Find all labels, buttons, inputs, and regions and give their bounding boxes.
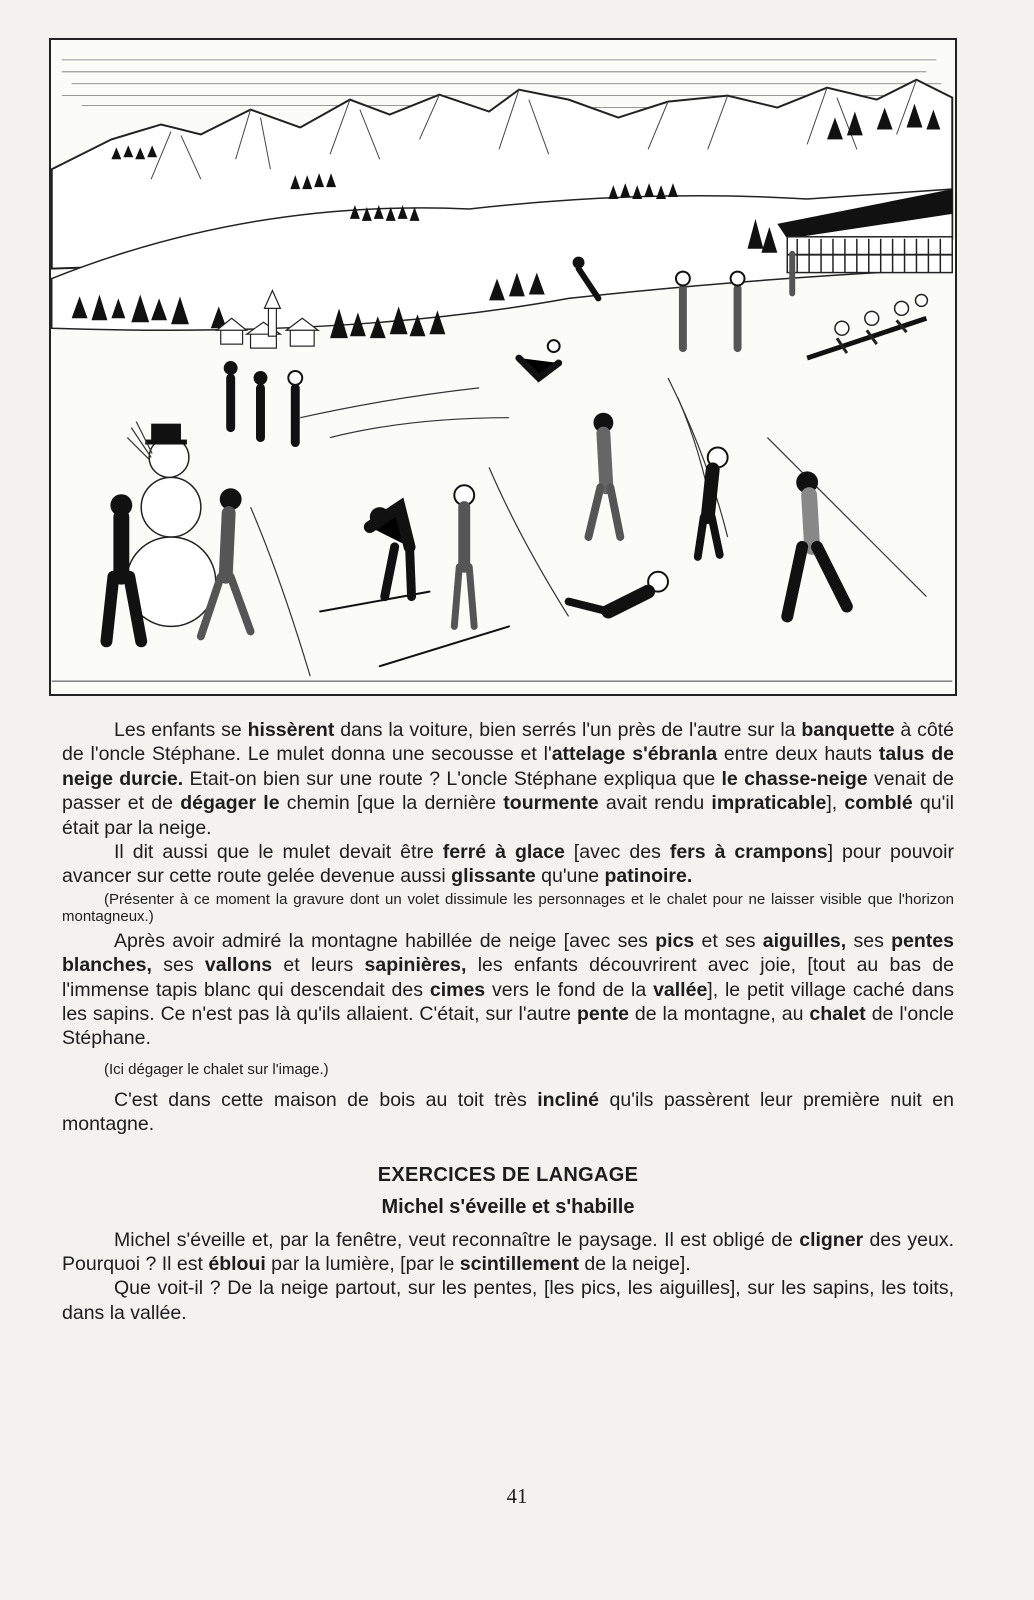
text-run: Les enfants se: [114, 719, 248, 741]
text-run: les enfants découvrirent avec joie, [tout au bas de l'immense tapis blanc qui descendait des: [62, 954, 954, 1001]
text-run: qu'une: [535, 865, 605, 888]
text-run: entre deux hauts: [717, 743, 879, 766]
text-run: vers le fond de la: [485, 978, 654, 1001]
vocab-word: scintillement: [459, 1252, 579, 1275]
story-text: [62, 718, 954, 1325]
text-run: des yeux. Pourquoi ? Il est: [62, 1228, 955, 1275]
text-run: Il dit aussi que le mulet devait être: [114, 841, 443, 864]
text-run: et leurs: [272, 954, 365, 977]
text-run: ses: [846, 929, 892, 952]
story-paragraph-3: [62, 929, 954, 1051]
vocab-word: patinoire.: [604, 865, 693, 888]
vocab-word: banquette: [801, 719, 895, 741]
text-run: Michel s'éveille et, par la fenêtre, veut reconnaître le paysage. Il est obligé de: [114, 1228, 800, 1251]
vocab-word: cligner: [799, 1228, 864, 1251]
teacher-note-1: (Présenter à ce moment la gravure dont un volet dissimule les personnages et le chalet pour ne laisser visible que l'horizon montagneux.): [62, 890, 954, 925]
vocab-word: sapinières,: [364, 954, 467, 977]
text-run: C'est dans cette maison de bois au toit très: [114, 1088, 538, 1111]
sled-with-children: [807, 294, 927, 358]
text-run: ses: [151, 954, 205, 977]
text-run: chemin [que la dernière: [279, 792, 504, 815]
section-subheading: Michel s'éveille et s'habille: [381, 1196, 635, 1219]
text-run: de la neige].: [578, 1252, 691, 1275]
story-paragraph-1: [62, 718, 954, 840]
vocab-word: aiguilles,: [762, 929, 847, 952]
vocab-word: incliné: [537, 1088, 600, 1111]
vocab-word: comblé: [844, 792, 913, 815]
text-run: [avec des: [564, 841, 670, 864]
snow-scene-drawing: [51, 40, 955, 694]
illustration-snow-scene: [49, 38, 957, 696]
text-run: ] pour pouvoir avancer sur cette route gelée devenue aussi: [62, 841, 954, 888]
vocab-word: ferré à glace: [442, 841, 565, 864]
vocab-word: chalet: [809, 1003, 866, 1026]
text-run: à côté de l'oncle Stéphane. Le mulet donna une secousse et l': [62, 719, 954, 766]
exercise-paragraph-2: Que voit-il ? De la neige partout, sur les pentes, [les pics, les aiguilles], sur les sapins, les toits, dans la vallée.: [62, 1277, 954, 1324]
vocab-word: hissèrent: [247, 719, 335, 741]
vocab-word: vallons: [204, 954, 273, 977]
vocab-word: glissante: [451, 865, 536, 888]
vocab-word: pentes blanches,: [62, 929, 954, 977]
vocab-word: impraticable: [711, 792, 827, 815]
section-heading: EXERCICES DE LANGAGE: [377, 1163, 639, 1186]
vocab-word: cimes: [429, 978, 486, 1001]
text-run: ], le petit village caché dans les sapins. Ce n'est pas là qu'ils allaient. C'était, sur l'autre: [62, 978, 955, 1026]
page-number: 41: [506, 1484, 528, 1508]
text-run: Etait-on bien sur une route ? L'oncle Stéphane expliqua que: [183, 767, 722, 790]
vocab-word: attelage s'ébranla: [551, 743, 718, 766]
text-run: de la montagne, au: [628, 1003, 810, 1026]
text-run: qu'il était par la neige.: [62, 792, 954, 839]
story-paragraph-2: [62, 840, 954, 889]
vocab-word: pente: [576, 1003, 629, 1026]
text-run: avait rendu: [598, 792, 712, 815]
vocab-word: vallée: [653, 978, 708, 1001]
vocab-word: ébloui: [208, 1252, 266, 1275]
vocab-word: fers à crampons: [669, 841, 828, 864]
vocab-word: dégager le: [180, 792, 280, 815]
teacher-note-2: (Ici dégager le chalet sur l'image.): [104, 1060, 329, 1078]
text-run: par la lumière, [par le: [265, 1252, 460, 1275]
text-run: ],: [826, 792, 845, 815]
snowman: [126, 422, 215, 627]
vocab-word: le chasse-neige: [721, 767, 868, 790]
vocab-word: talus de neige durcie.: [62, 743, 955, 790]
text-run: de l'oncle Stéphane.: [62, 1003, 954, 1050]
text-run: dans la voiture, bien serrés l'un près de l'autre sur la: [334, 719, 802, 741]
vocab-word: tourmente: [503, 792, 599, 815]
text-run: Après avoir admiré la montagne habillée de neige [avec ses: [114, 929, 656, 952]
text-run: venait de passer et de: [62, 767, 954, 815]
text-run: qu'ils passèrent leur première nuit en montagne.: [62, 1088, 954, 1136]
exercise-paragraph-1: [62, 1228, 954, 1277]
vocab-word: pics: [655, 929, 695, 952]
story-paragraph-4: [62, 1088, 954, 1137]
text-run: et ses: [694, 929, 763, 952]
